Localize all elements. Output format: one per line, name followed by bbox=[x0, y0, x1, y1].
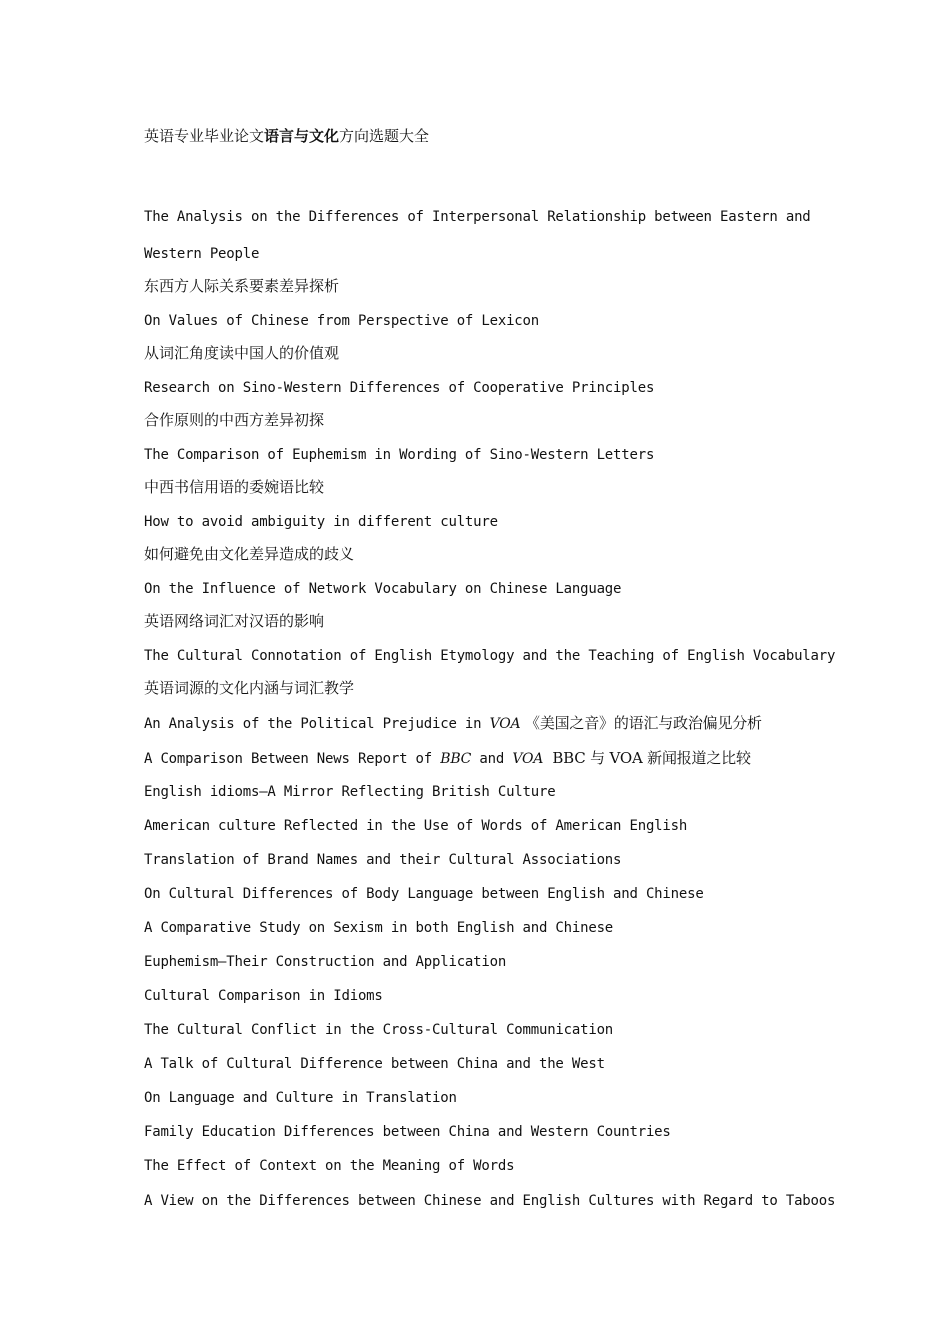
title-bold-part: 语言与文化 bbox=[264, 127, 340, 145]
topic-line-chinese: 英语网络词汇对汉语的影响 bbox=[144, 612, 325, 630]
topic-line: A Talk of Cultural Difference between China and the West bbox=[144, 1056, 605, 1072]
topic-line-chinese: 东西方人际关系要素差异探析 bbox=[144, 277, 340, 295]
topic-line-voa bbox=[144, 713, 762, 734]
topic-line: A Comparative Study on Sexism in both English and Chinese bbox=[144, 920, 614, 936]
topic-line: The Effect of Context on the Meaning of Words bbox=[144, 1158, 515, 1174]
topic-line: The Cultural Conflict in the Cross-Cultural Communication bbox=[144, 1022, 614, 1038]
voa-line-prefix: An Analysis of the Political Prejudice in bbox=[144, 716, 490, 732]
topic-line: Family Education Differences between China and Western Countries bbox=[144, 1124, 671, 1140]
topic-line: A View on the Differences between Chinese and English Cultures with Regard to Taboos bbox=[144, 1193, 836, 1209]
topic-line: American culture Reflected in the Use of Words of American English bbox=[144, 818, 688, 834]
topic-line: On Cultural Differences of Body Language between English and Chinese bbox=[144, 886, 704, 902]
title-part-2: 方向选题大全 bbox=[339, 127, 430, 145]
topic-line-chinese: 合作原则的中西方差异初探 bbox=[144, 411, 325, 429]
topic-line-chinese: 中西书信用语的委婉语比较 bbox=[144, 478, 325, 496]
topic-line: Translation of Brand Names and their Cultural Associations bbox=[144, 852, 622, 868]
voa-line-suffix: 《美国之音》的语汇与政治偏见分析 bbox=[520, 714, 762, 732]
topic-line-chinese: 如何避免由文化差异造成的歧义 bbox=[144, 545, 355, 563]
topic-line: On Values of Chinese from Perspective of Lexicon bbox=[144, 313, 539, 329]
topic-line-bbc bbox=[144, 748, 751, 769]
topic-line-chinese: 英语词源的文化内涵与词汇教学 bbox=[144, 679, 355, 697]
topic-line: The Cultural Connotation of English Etymology and the Teaching of English Vocabulary bbox=[144, 648, 836, 664]
topic-line: The Analysis on the Differences of Interpersonal Relationship between Eastern and bbox=[144, 209, 811, 225]
bbc-line-prefix: A Comparison Between News Report of bbox=[144, 751, 441, 767]
topic-line: Cultural Comparison in Idioms bbox=[144, 988, 383, 1004]
bbc-line-suffix: BBC 与 VOA 新闻报道之比较 bbox=[543, 749, 751, 767]
voa-italic: VOA bbox=[489, 716, 521, 732]
voa-italic-2: VOA bbox=[512, 751, 544, 767]
topic-line: On the Influence of Network Vocabulary on Chinese Language bbox=[144, 581, 622, 597]
topic-line: The Comparison of Euphemism in Wording of Sino-Western Letters bbox=[144, 447, 655, 463]
topic-line: Research on Sino-Western Differences of Cooperative Principles bbox=[144, 380, 655, 396]
bbc-line-middle: and bbox=[471, 751, 513, 767]
topic-line: How to avoid ambiguity in different culture bbox=[144, 514, 498, 530]
topic-line: Western People bbox=[144, 246, 260, 262]
topic-line: English idioms—A Mirror Reflecting British Culture bbox=[144, 784, 556, 800]
bbc-italic: BBC bbox=[440, 751, 472, 767]
topic-line: Euphemism—Their Construction and Application bbox=[144, 954, 507, 970]
title-part-1: 英语专业毕业论文 bbox=[144, 127, 265, 145]
topic-line: On Language and Culture in Translation bbox=[144, 1090, 457, 1106]
topic-line-chinese: 从词汇角度读中国人的价值观 bbox=[144, 344, 340, 362]
document-title bbox=[144, 125, 429, 147]
